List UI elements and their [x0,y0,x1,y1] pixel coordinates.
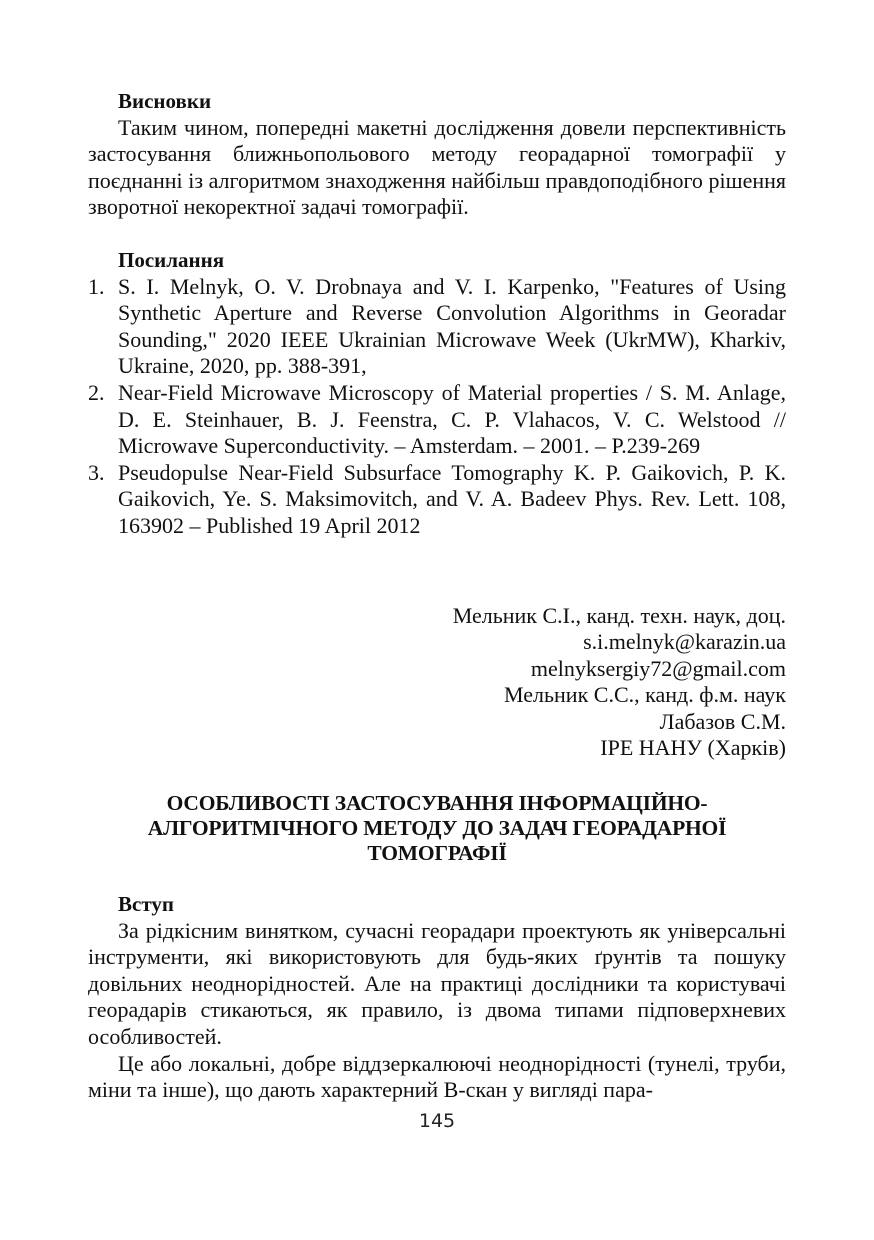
reference-text: Near-Field Microwave Microscopy of Material properties / S. M. Anlage, D. E. Steinhauer, B. J. Feenstra, C. P. Vlahacos, V. C. Welstood // Microwave Superconductivity. – Amsterdam. – 2001. – P.239-269 [118,379,786,459]
conclusions-section [88,88,786,221]
reference-text: S. I. Melnyk, O. V. Drobnaya and V. I. Karpenko, "Features of Using Synthetic Aperture and Reverse Convolution Algorithms in Georadar Sounding," 2020 IEEE Ukrainian Microwave Week (UkrMW), Kharkiv, Ukraine, 2020, pp. 388-391, [118,273,786,379]
references-section [88,247,786,540]
reference-number: 2. [88,379,105,405]
article-title-line: АЛГОРИТМІЧНОГО МЕТОДУ ДО ЗАДАЧ ГЕОРАДАРНОЇ [147,816,727,841]
reference-item [88,274,786,380]
author-line: Лабазов С.М. [659,708,786,734]
conclusions-heading: Висновки [118,89,212,113]
author-affiliation: ІРЕ НАНУ (Харків) [600,735,786,761]
author-email[interactable]: s.i.melnyk@karazin.ua [583,629,786,655]
reference-number: 1. [88,273,105,299]
author-block [88,603,786,763]
conclusions-paragraph: Таким чином, попередні макетні дослідження довели перспективність застосування ближньопольового методу георадарної томографії у поєднанні із алгоритмом знаходження найбільш правдоподібного рішення зворотної некоректної задачі томографії. [88,114,786,220]
references-heading: Посилання [118,247,225,272]
reference-text: Pseudopulse Near-Field Subsurface Tomography K. P. Gaikovich, P. K. Gaikovich, Ye. S. Maksimovitch, and V. A. Badeev Phys. Rev. Lett. 108, 163902 – Published 19 April 2012 [118,459,786,538]
reference-item [88,460,786,540]
article-title-line: ТОМОГРАФІЇ [367,841,507,866]
introduction-paragraph: Це або локальні, добре віддзеркалюючі неоднорідності (тунелі, труби, міни та інше), що дають характерний B-скан у вигляді пара- [88,1050,786,1103]
section-spacer [88,221,786,247]
references-list [88,274,786,540]
article-title-line: ОСОБЛИВОСТІ ЗАСТОСУВАННЯ ІНФОРМАЦІЙНО- [166,791,708,816]
introduction-paragraph: За рідкісним винятком, сучасні георадари проектують як універсальні інструменти, які використовують для будь-яких ґрунтів та пошуку довільних неоднорідностей. Але на практиці дослідники та користувачі георадарів стикаються, як правило, із двома типами підповерхневих особливостей. [88,917,786,1050]
author-line: Мельник С.С., канд. ф.м. наук [503,682,786,708]
author-line: Мельник С.І., канд. техн. наук, доц. [452,602,786,628]
reference-item [88,380,786,460]
introduction-heading: Вступ [118,892,174,917]
author-email[interactable]: melnyksergiy72@gmail.com [530,655,786,681]
reference-number: 3. [88,459,105,485]
article-title [88,791,786,866]
document-page [88,88,786,1104]
page-number: 145 [418,1110,456,1132]
introduction-section [88,891,786,1104]
